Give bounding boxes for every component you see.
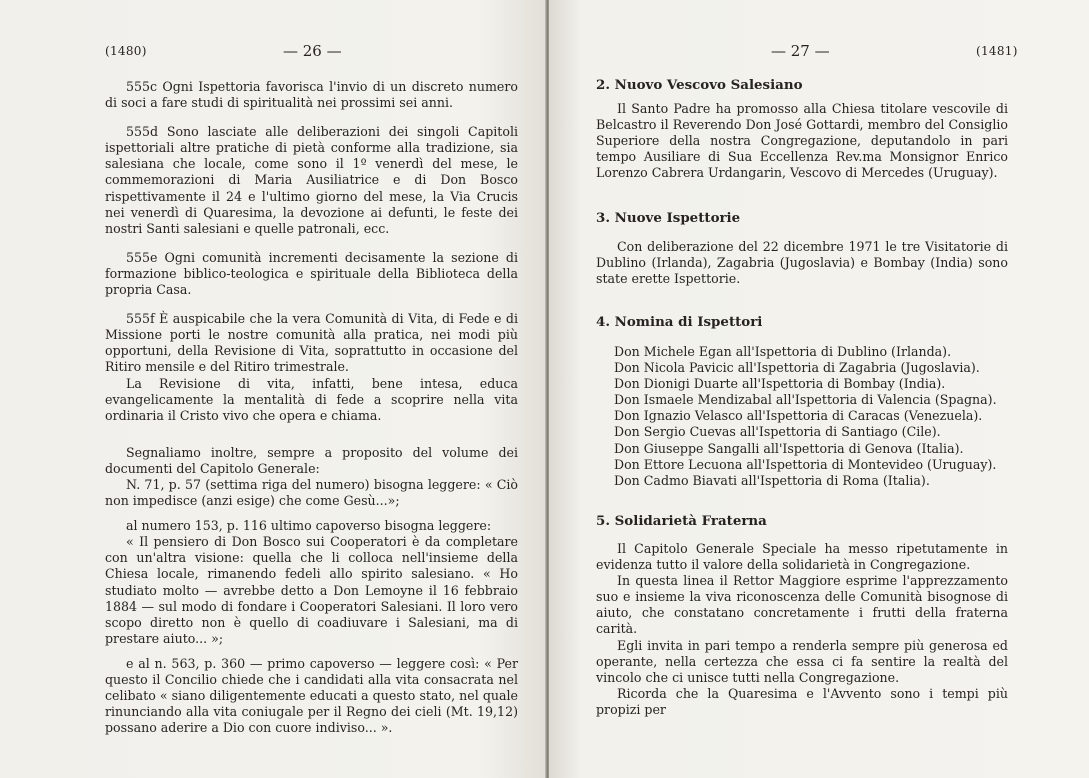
paragraph-cooperatori: « Il pensiero di Don Bosco sui Cooperatori è da completare con un'altra visione: quella che li colloca nell'insieme della Chiesa locale, rimanendo fedeli allo spirito salesiano. « Ho studiato molto — avrebbe detto a Don Lemoyne il 16 febbraio 1884 — sul modo di fondare i Cooperatori Salesiani. Il loro vero scopo diretto non è quello di coadiuvare i Salesiani, ma di prestare aiuto... »; (105, 534, 518, 646)
heading-nomina-ispettori: 4. Nomina di Ispettori (596, 314, 763, 330)
paragraph-555e: 555e Ogni comunità incrementi decisamente la sezione di formazione biblico-teologica e spirituale della Biblioteca della propria Casa. (105, 249, 518, 298)
paragraph-n71: N. 71, p. 57 (settima riga del numero) bisogna leggere: « Ciò non impedisce (anzi esige) che come Gesù...»; (105, 476, 518, 509)
list-item: Don Giuseppe Sangalli all'Ispettoria di Genova (Italia). (614, 440, 964, 456)
paragraph-555c: 555c Ogni Ispettoria favorisca l'invio di un discreto numero di soci a fare studi di spiritualità nei prossimi sei anni. (105, 79, 518, 111)
paragraph-invito: Egli invita in pari tempo a renderla sempre più generosa ed operante, nella certezza che essa ci fa sentire la realtà del vincolo che ci unisce tutti nella Congregazione. (596, 637, 1008, 685)
running-number-left: (1480) (105, 44, 147, 58)
heading-solidarieta-fraterna: 5. Solidarietà Fraterna (596, 513, 767, 529)
paragraph-revisione: La Revisione di vita, infatti, bene intesa, educa evangelicamente la mentalità di fede a scoprire nella vita ordinaria il Cristo vivo che opera e chiama. (105, 375, 518, 423)
right-page (549, 0, 1089, 778)
list-item: Don Dionigi Duarte all'Ispettoria di Bombay (India). (614, 376, 946, 392)
list-item: Don Nicola Pavicic all'Ispettoria di Zagabria (Jugoslavia). (614, 360, 980, 376)
paragraph-deliberazione: Con deliberazione del 22 dicembre 1971 le tre Visitatorie di Dublino (Irlanda), Zagabria (Jugoslavia) e Bombay (India) sono state erette Ispettorie. (596, 239, 1008, 287)
running-number-right: (1481) (976, 44, 1018, 58)
page-number-right: — 27 — (771, 42, 830, 60)
paragraph-quaresima: Ricorda che la Quaresima e l'Avvento sono i tempi più propizi per (596, 685, 1008, 717)
paragraph-rettor-maggiore: In questa linea il Rettor Maggiore esprime l'apprezzamento suo e insieme la viva riconoscenza delle Comunità bisognose di aiuto, che constatano concretamente i frutti della fraterna carità. (596, 573, 1008, 637)
list-item: Don Ismaele Mendizabal all'Ispettoria di Valencia (Spagna). (614, 392, 997, 408)
list-item: Don Sergio Cuevas all'Ispettoria di Santiago (Cile). (614, 424, 941, 440)
inspectors-list (614, 344, 997, 489)
list-item: Don Ettore Lecuona all'Ispettoria di Montevideo (Uruguay). (614, 456, 997, 472)
paragraph-santo-padre: Il Santo Padre ha promosso alla Chiesa titolare vescovile di Belcastro il Reverendo Don José Gottardi, membro del Consiglio Superiore della nostra Congregazione, deputandolo in pari tempo Ausiliare di Sua Eccellenza Rev.ma Monsignor Enrico Lorenzo Cabrera Urdangarin, Vescovo di Mercedes (Uruguay). (596, 101, 1008, 181)
heading-nuovo-vescovo: 2. Nuovo Vescovo Salesiano (596, 77, 803, 93)
paragraph-capitolo-generale: Il Capitolo Generale Speciale ha messo ripetutamente in evidenza tutto il valore della solidarietà in Congregazione. (596, 541, 1008, 573)
section-solidarieta-fraterna (596, 541, 1008, 718)
paragraph-n563: e al n. 563, p. 360 — primo capoverso — leggere così: « Per questo il Concilio chiede che i candidati alla vita consacrata nel celibato « siano diligentemente educati a questo stato, nel quale rinunciando alla vita coniugale per il Regno dei cieli (Mt. 19,12) possano aderire a Dio con cuore indiviso... ». (105, 655, 518, 736)
list-item: Don Ignazio Velasco all'Ispettoria di Caracas (Venezuela). (614, 408, 983, 424)
left-text-column (105, 79, 518, 736)
paragraph-555d: 555d Sono lasciate alle deliberazioni dei singoli Capitoli ispettoriali altre pratiche di pietà conforme alla tradizione, sia salesiana che locale, come sono il 1º venerdì del mese, le commemorazioni di Maria Ausiliatrice e di Don Bosco rispettivamente il 24 e l'ultimo giorno del mese, la Via Crucis nei venerdì di Quaresima, la devozione ai defunti, le feste dei nostri Santi salesiani e quelle patronali, ecc. (105, 124, 518, 236)
paragraph-segnaliamo: Segnaliamo inoltre, sempre a proposito del volume dei documenti del Capitolo Generale: (105, 444, 518, 476)
list-item: Don Michele Egan all'Ispettoria di Dublino (Irlanda). (614, 344, 952, 359)
list-item: Don Cadmo Biavati all'Ispettoria di Roma (Italia). (614, 472, 930, 488)
heading-nuove-ispettorie: 3. Nuove Ispettorie (596, 210, 741, 226)
paragraph-n153: al numero 153, p. 116 ultimo capoverso bisogna leggere: (126, 518, 492, 534)
page-number-left: — 26 — (283, 42, 342, 60)
section-nuove-ispettorie (596, 239, 1008, 287)
section-nuovo-vescovo (596, 101, 1008, 181)
paragraph-555f: 555f È auspicabile che la vera Comunità di Vita, di Fede e di Missione porti le nostre comunità alla pratica, nei modi più opportuni, della Revisione di Vita, soprattutto in occasione del Ritiro mensile e del Ritiro trimestrale. (105, 311, 518, 375)
